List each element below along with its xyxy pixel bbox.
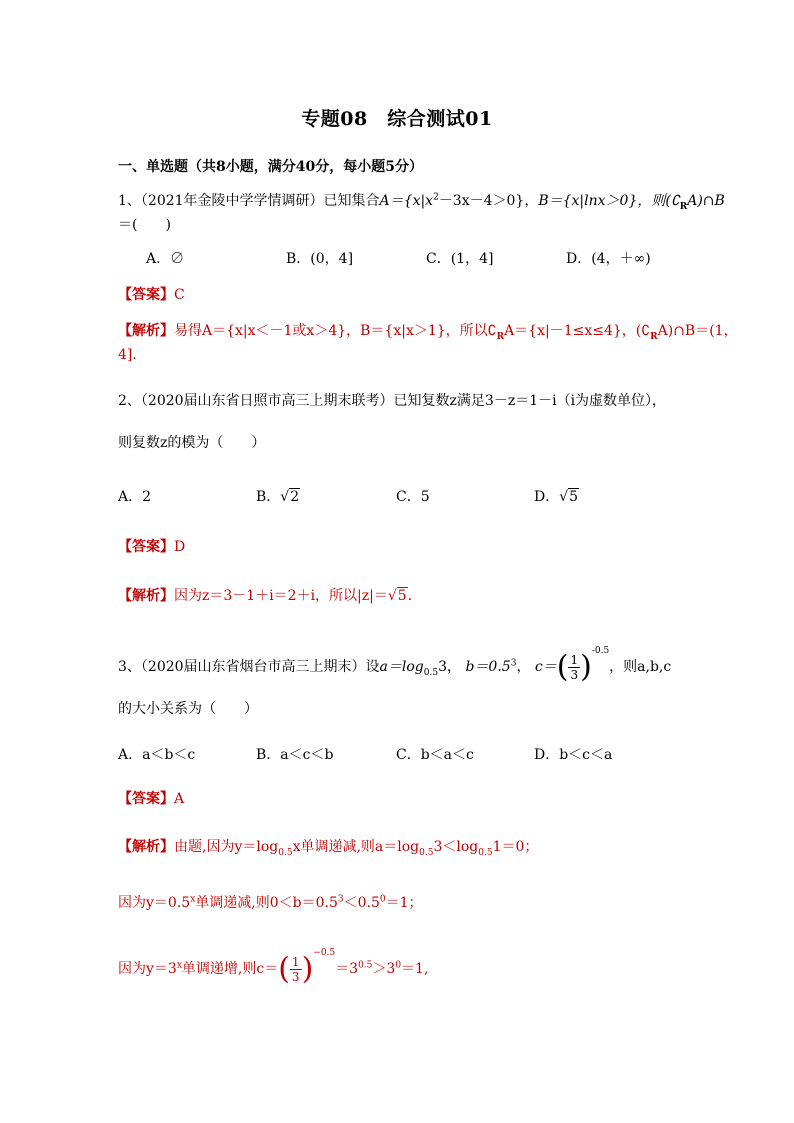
- q1-analysis-line1: 【解析】易得A＝{x|x＜－1或x＞4}，B＝{x|x＞1}，所以$∁_RA=\{x|-1\le x\le 4\}$，$(∁_RA)\cap B=(1$，: [118, 323, 738, 342]
- q3-analysis-line2: 因为$y=0.5^x$单调递减,则$0<b=0.5^3<0.5^0=1$；: [118, 894, 423, 911]
- q1-option-d: D．(4，＋∞): [566, 251, 651, 267]
- q1-analysis-line2: 4]．: [118, 347, 147, 363]
- q3-option-d: D．b＜c＜a: [534, 747, 613, 763]
- q2-option-b: B．√2: [256, 489, 300, 505]
- q2-stem-line2: 则复数z的模为（ ）: [118, 435, 266, 451]
- q1-stem-line1: 1、（2021年金陵中学学情调研）已知集合$A=\{x|x^2-3x-4>0\}$，B＝{x|lnx＞0}，则$(∁_RA)\cap B$: [118, 192, 725, 212]
- q2-answer: 【答案】D: [118, 539, 186, 555]
- page-title: 专题08 综合测试01: [301, 108, 493, 130]
- q3-option-b: B．a＜c＜b: [256, 747, 334, 763]
- q1-stem-line2: ＝( ): [118, 217, 171, 233]
- q2-option-a: A．2: [118, 489, 152, 505]
- q2-option-c: C．5: [396, 489, 430, 505]
- q1-option-b: B．(0，4]: [286, 251, 354, 267]
- q3-answer: 【答案】A: [118, 791, 185, 807]
- q1-option-c: C．(1，4]: [426, 251, 494, 267]
- q3-option-a: A．a＜b＜c: [118, 747, 196, 763]
- section-heading: 一、单选题（共8小题，满分40分，每小题5分）: [118, 159, 423, 175]
- q3-analysis-line1: 【解析】由题,因为$y=\log_{0.5}x$单调递减,则$a=\log_{0.5}3<\log_{0.5}1=0$；: [118, 839, 539, 858]
- q3-analysis-line3: 因为$y=3^x$单调递增,则c＝( $\frac{1}{3}$ )$^{-0.5}=3^{0.5}>3^0=1$,: [118, 948, 429, 987]
- q1-option-a: A．∅: [146, 251, 185, 267]
- q3-option-c: C．b＜a＜c: [396, 747, 474, 763]
- q2-analysis: 【解析】因为z＝3－1＋i＝2＋i，所以|z|＝√5．: [118, 588, 422, 604]
- q3-stem-line1: 3、（2020届山东省烟台市高三上期末）设$a=\log_{0.5}3$， $b=0.5^3$， c＝( $\frac{1}{3}$ )$^{-0.5}$，则a,b,c: [118, 646, 672, 685]
- q3-stem-line2: 的大小关系为（ ）: [118, 701, 258, 717]
- q2-stem-line1: 2、（2020届山东省日照市高三上期末联考）已知复数z满足3－z＝1－i（i为虚数单位），: [118, 393, 667, 409]
- q1-answer: 【答案】C: [118, 287, 185, 303]
- q2-option-d: D．√5: [534, 489, 579, 505]
